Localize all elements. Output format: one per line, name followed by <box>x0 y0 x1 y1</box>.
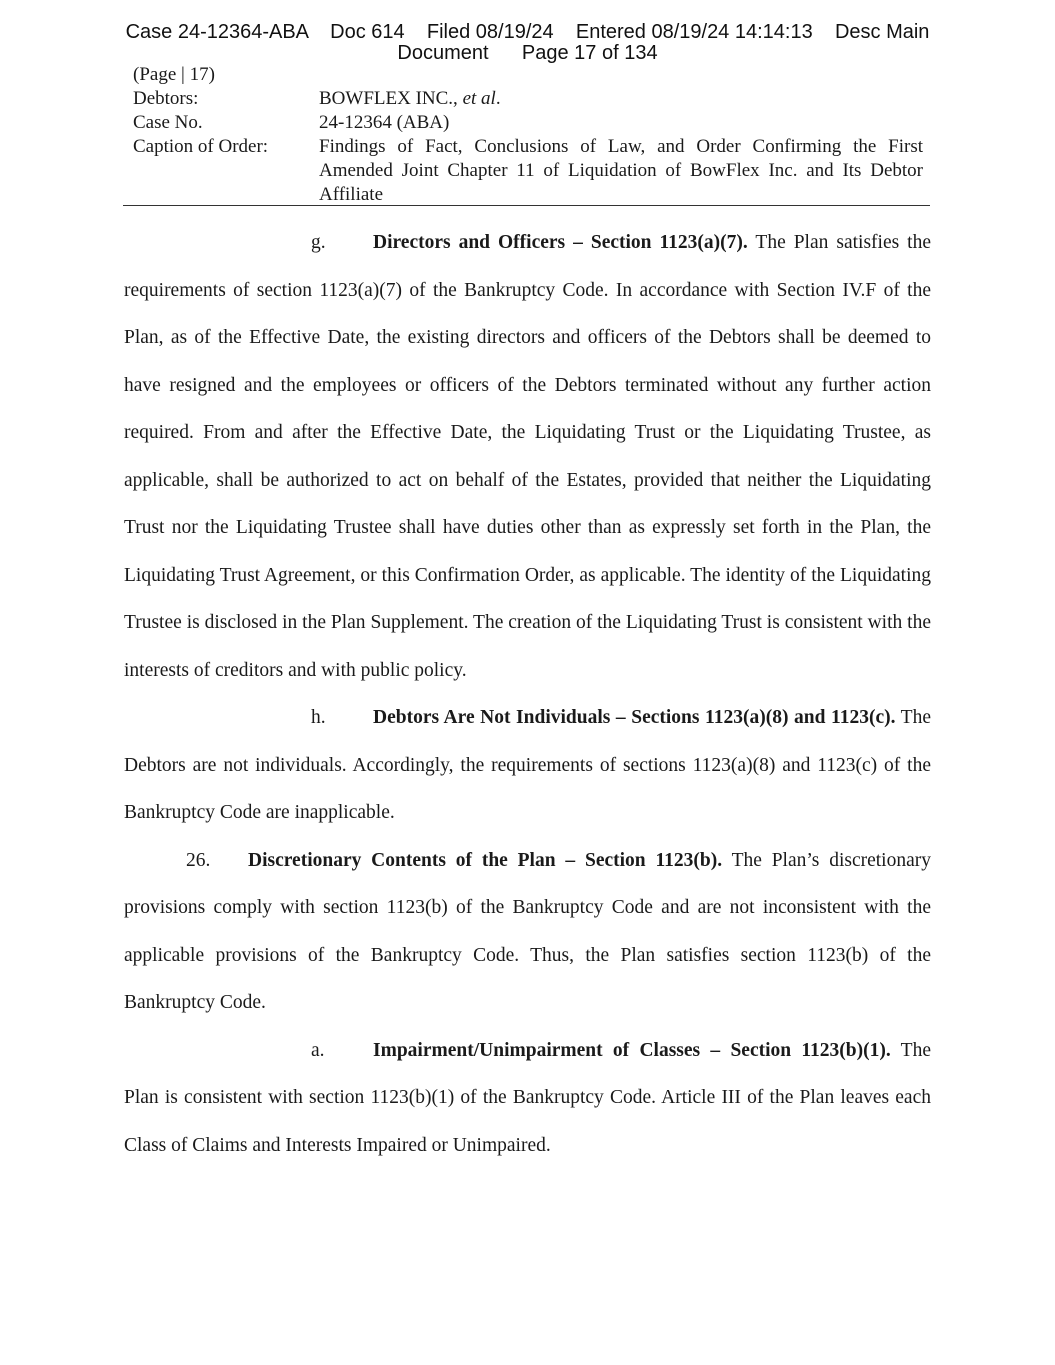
caption-divider <box>123 205 930 206</box>
paragraph-h-marker: h. <box>311 707 326 728</box>
caption-order-value: Findings of Fact, Conclusions of Law, and Order Confirming the First Amended Joint Chapter 11 of Liquidation of BowFlex Inc. and Its Debtor Affiliate <box>319 136 923 205</box>
caption-case-value: 24-12364 (ABA) <box>319 112 450 133</box>
debtors-name: BOWFLEX INC., <box>319 88 458 109</box>
paragraph-g-heading: Directors and Officers – Section 1123(a)(7). <box>373 232 748 253</box>
paragraph-a-marker: a. <box>311 1039 325 1061</box>
order-caption-block <box>133 63 923 207</box>
caption-page-number: (Page | 17) <box>133 64 215 85</box>
paragraph-26 <box>124 837 931 1027</box>
debtors-et-al: et al <box>462 88 496 109</box>
court-filing-stamp-line-1: Case 24-12364-ABA Doc 614 Filed 08/19/24 Entered 08/19/24 14:14:13 Desc Main <box>125 21 930 43</box>
paragraph-h-heading: Debtors Are Not Individuals – Sections 1123(a)(8) and 1123(c). <box>373 707 896 728</box>
paragraph-g-marker: g. <box>311 232 326 253</box>
debtors-period: . <box>495 88 501 109</box>
caption-case-label: Case No. <box>133 112 203 133</box>
caption-order-row <box>133 135 923 207</box>
paragraph-h-text: The Debtors are not individuals. Accordingly, the requirements of sections 1123(a)(8) and 1123(c) of the Bankruptcy Code are inapplicable. <box>124 707 931 823</box>
paragraph-26-marker: 26. <box>186 849 211 871</box>
caption-debtors-label: Debtors: <box>133 88 199 109</box>
court-filing-stamp-line-2: Document Page 17 of 134 <box>397 42 658 64</box>
paragraph-h <box>124 694 931 837</box>
paragraph-26-text: The Plan’s discretionary provisions comply with section 1123(b) of the Bankruptcy Code and are not inconsistent with the applicable provisions of the Bankruptcy Code. Thus, the Plan satisfies section 1123(b) of the Bankruptcy Code. <box>124 849 931 1013</box>
document-body <box>124 219 931 1169</box>
paragraph-26-heading: Discretionary Contents of the Plan – Section 1123(b). <box>248 849 723 871</box>
caption-case-row <box>133 111 923 135</box>
paragraph-g-text: The Plan satisfies the requirements of section 1123(a)(7) of the Bankruptcy Code. In accordance with Section IV.F of the Plan, as of the Effective Date, the existing directors and officers of the Debtors shall be deemed to have resigned and the employees or officers of the Debtors terminated without any further action required. From and after the Effective Date, the Liquidating Trust or the Liquidating Trustee, as applicable, shall be authorized to act on behalf of the Estates, provided that neither the Liquidating Trust nor the Liquidating Trustee shall have duties other than as expressly set forth in the Plan, the Liquidating Trust Agreement, or this Confirmation Order, as applicable. The identity of the Liquidating Trustee is disclosed in the Plan Supplement. The creation of the Liquidating Trust is consistent with the interests of creditors and with public policy. <box>124 232 931 681</box>
caption-debtors-row <box>133 87 923 111</box>
paragraph-a <box>124 1027 931 1170</box>
paragraph-a-text: The Plan is consistent with section 1123(b)(1) of the Bankruptcy Code. Article III of the Plan leaves each Class of Claims and Interests Impaired or Unimpaired. <box>124 1039 931 1156</box>
caption-order-label: Caption of Order: <box>133 136 269 157</box>
caption-debtors-value <box>319 87 923 111</box>
paragraph-a-heading: Impairment/Unimpairment of Classes – Section 1123(b)(1). <box>373 1039 891 1061</box>
caption-page-row <box>133 63 923 87</box>
paragraph-g <box>124 219 931 694</box>
